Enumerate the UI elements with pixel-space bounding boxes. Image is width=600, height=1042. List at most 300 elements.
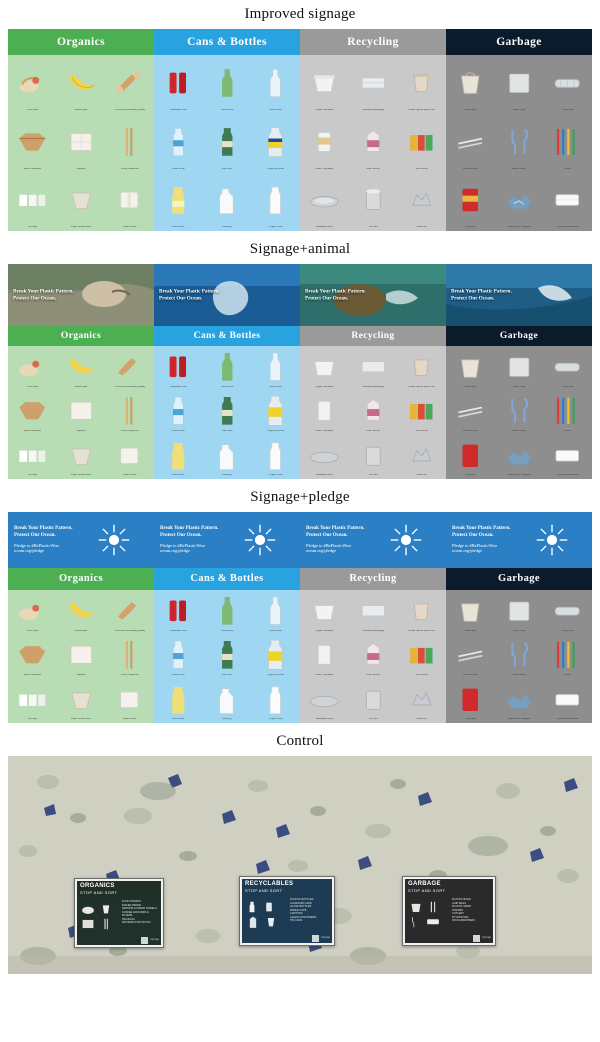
item-label: Tea bags bbox=[27, 718, 37, 721]
item bbox=[543, 634, 592, 678]
glass-bottle-clear-icon bbox=[258, 57, 293, 109]
column-body-recycling bbox=[300, 55, 446, 231]
column-header-recycling: Recycling bbox=[300, 326, 446, 346]
item-label: Plastic bags bbox=[464, 108, 477, 111]
panel-title-control: Control bbox=[276, 733, 324, 749]
plastic-food-wrapper-icon bbox=[502, 437, 537, 475]
item-label: Aluminum trays bbox=[315, 718, 333, 721]
column-cans-bottles[interactable] bbox=[154, 568, 300, 723]
item-label: Chip bags bbox=[465, 718, 476, 721]
item-label: Plastic bags bbox=[464, 385, 477, 388]
city-logo-icon bbox=[312, 935, 319, 942]
item bbox=[105, 55, 154, 114]
item-label: Coffee stirrers bbox=[462, 429, 478, 432]
item bbox=[57, 590, 106, 634]
sign-pictograms bbox=[407, 898, 450, 932]
item bbox=[495, 435, 544, 479]
clamshell-packaging-icon bbox=[356, 592, 391, 630]
column-header-organics: Organics bbox=[8, 29, 154, 55]
item-grid-organics bbox=[8, 590, 154, 723]
column-body-garbage bbox=[446, 55, 592, 231]
item bbox=[543, 679, 592, 723]
column-cans-bottles[interactable] bbox=[154, 29, 300, 231]
item-label: Wood chopsticks bbox=[120, 673, 139, 676]
item-label: Water bottle bbox=[171, 673, 185, 676]
wood-chopsticks-icon bbox=[112, 636, 147, 674]
panel-title-improved: Improved signage bbox=[244, 6, 356, 22]
banner-text: Break Your Plastic Pattern. Protect Our Ocean. bbox=[451, 288, 512, 301]
column-organics[interactable] bbox=[8, 326, 154, 479]
item bbox=[300, 634, 349, 678]
item-label: Aluminum cans bbox=[170, 629, 187, 632]
item bbox=[105, 590, 154, 634]
item bbox=[57, 114, 106, 173]
tea-bags-icon bbox=[15, 174, 50, 226]
food-waste-icon bbox=[79, 902, 97, 916]
column-body-recycling bbox=[300, 590, 446, 723]
sign-header bbox=[405, 879, 493, 896]
milk-carton-icon bbox=[356, 116, 391, 168]
pledge-text: Break Your Plastic Pattern. Protect Our Ocean. Pledge to #BePlasticWise ocean.org/pledge bbox=[14, 525, 73, 554]
juice-bottle-icon bbox=[161, 437, 196, 475]
item-label: Napkins bbox=[76, 673, 86, 676]
tea-bags-icon bbox=[15, 437, 50, 475]
item bbox=[154, 55, 203, 114]
column-header-organics: Organics bbox=[8, 326, 154, 346]
item bbox=[8, 435, 57, 479]
column-recycling[interactable] bbox=[300, 326, 446, 479]
food-waste-bones-icon bbox=[112, 592, 147, 630]
cutlery-icon bbox=[407, 915, 423, 929]
napkin-icon bbox=[64, 116, 99, 168]
column-garbage[interactable] bbox=[446, 326, 592, 479]
column-header-organics: Organics bbox=[8, 568, 154, 590]
item bbox=[349, 390, 398, 434]
column-body-organics bbox=[8, 590, 154, 723]
item-label: Styrofoam containers bbox=[556, 718, 579, 721]
sun-burst-icon bbox=[535, 523, 569, 557]
sign-subtitle: STOP AND SORT bbox=[80, 890, 118, 895]
aluminum-can-icon bbox=[161, 57, 196, 109]
paper-container-icon bbox=[15, 392, 50, 430]
item bbox=[251, 346, 300, 390]
clamshell-packaging-icon bbox=[356, 57, 391, 109]
item bbox=[105, 346, 154, 390]
item bbox=[300, 390, 349, 434]
item bbox=[495, 390, 544, 434]
item-label: Clamshell packaging bbox=[362, 108, 384, 111]
item-label: Chip bags bbox=[465, 226, 476, 229]
item bbox=[203, 55, 252, 114]
sign-body bbox=[242, 896, 332, 934]
column-body-organics bbox=[8, 346, 154, 479]
item-label: Styrofoam containers bbox=[556, 226, 579, 229]
column-cans-bottles[interactable] bbox=[154, 326, 300, 479]
column-organics[interactable] bbox=[8, 29, 154, 231]
pledge-banner-4 bbox=[446, 512, 592, 568]
column-garbage[interactable] bbox=[446, 29, 592, 231]
aluminum-can-icon bbox=[161, 592, 196, 630]
item-label: Paper containers bbox=[23, 167, 41, 170]
food-waste-bones-icon bbox=[112, 57, 147, 109]
item-label: Plastic cutlery bbox=[511, 673, 527, 676]
item bbox=[203, 114, 252, 173]
item bbox=[397, 346, 446, 390]
item-label: Food waste bbox=[26, 108, 39, 111]
yogurt-bottle-icon bbox=[258, 437, 293, 475]
item-grid-recycling bbox=[300, 55, 446, 231]
item-label: Paper coffee filters bbox=[71, 226, 91, 229]
paper-container-icon bbox=[15, 636, 50, 674]
pop-bottle-icon bbox=[210, 636, 245, 674]
item-grid-cans bbox=[154, 55, 300, 231]
large-pop-bottle-icon bbox=[258, 392, 293, 430]
signage-board-animal bbox=[8, 326, 592, 479]
banana-peel-icon bbox=[64, 348, 99, 386]
item bbox=[349, 55, 398, 114]
item-label: Cling wrap bbox=[561, 629, 574, 632]
item bbox=[57, 435, 106, 479]
sign-pictograms bbox=[79, 900, 120, 934]
item-label: Clamshell packaging bbox=[362, 385, 384, 388]
item bbox=[495, 346, 544, 390]
sign-footer bbox=[242, 934, 332, 943]
item bbox=[251, 172, 300, 231]
cling-wrap-icon bbox=[550, 57, 585, 109]
item-label: Napkins bbox=[76, 429, 86, 432]
item bbox=[57, 172, 106, 231]
glass-bottle-green-icon bbox=[210, 348, 245, 386]
straw-icon bbox=[426, 900, 442, 914]
plastic-cutlery-icon bbox=[502, 636, 537, 674]
item-label: Juice boxes bbox=[415, 167, 428, 170]
item bbox=[57, 346, 106, 390]
item bbox=[105, 634, 154, 678]
item bbox=[446, 679, 495, 723]
coffee-stirrer-icon bbox=[453, 636, 488, 674]
item bbox=[203, 435, 252, 479]
item-label: Milk cartons bbox=[366, 429, 380, 432]
item bbox=[105, 390, 154, 434]
item bbox=[8, 390, 57, 434]
sign-pictograms bbox=[244, 898, 288, 932]
item-label: Paper towels bbox=[123, 474, 137, 477]
column-body-recycling bbox=[300, 346, 446, 479]
item-label: Ziploc bags bbox=[512, 108, 526, 111]
pledge-banner-row bbox=[8, 512, 592, 568]
item-grid-cans bbox=[154, 346, 300, 479]
coffee-cup-icon bbox=[98, 902, 114, 916]
item bbox=[8, 55, 57, 114]
column-header-garbage: Garbage bbox=[446, 568, 592, 590]
aluminum-tray-icon bbox=[307, 437, 342, 475]
item bbox=[349, 172, 398, 231]
item bbox=[203, 634, 252, 678]
item-label: Plastic containers bbox=[315, 167, 334, 170]
column-body-garbage bbox=[446, 346, 592, 479]
item bbox=[203, 346, 252, 390]
item bbox=[105, 435, 154, 479]
item bbox=[154, 679, 203, 723]
panel-signage-animal bbox=[0, 235, 600, 479]
item bbox=[300, 55, 349, 114]
item bbox=[154, 590, 203, 634]
item bbox=[397, 55, 446, 114]
item-grid-garbage bbox=[446, 55, 592, 231]
water-bottle-icon bbox=[161, 636, 196, 674]
aluminum-tray-icon bbox=[307, 681, 342, 719]
coffee-cup-icon bbox=[404, 592, 439, 630]
banner-text: Break Your Plastic Pattern. Protect Our Ocean. bbox=[13, 288, 74, 301]
animal-banner-sea-turtle bbox=[300, 264, 446, 326]
food-waste-bones-icon bbox=[112, 348, 147, 386]
banana-peel-icon bbox=[64, 592, 99, 630]
item bbox=[251, 390, 300, 434]
water-bottle-icon bbox=[161, 116, 196, 168]
item bbox=[543, 55, 592, 114]
pop-bottle-icon bbox=[210, 116, 245, 168]
item bbox=[397, 590, 446, 634]
item-grid-garbage bbox=[446, 346, 592, 479]
item bbox=[203, 590, 252, 634]
plastic-bag-icon bbox=[453, 348, 488, 386]
item bbox=[446, 390, 495, 434]
signage-board-improved bbox=[8, 29, 592, 231]
pledge-banner-2 bbox=[154, 512, 300, 568]
paper-towel-icon bbox=[112, 681, 147, 719]
item-label: Straws bbox=[564, 167, 572, 170]
item-label: Ziploc bags bbox=[512, 385, 526, 388]
panel-control bbox=[0, 727, 600, 974]
item-label: Pop bottle bbox=[221, 429, 233, 432]
yogurt-bottle-icon bbox=[258, 681, 293, 719]
item-label: Food waste (including bones) bbox=[114, 629, 146, 632]
yogurt-container-icon bbox=[307, 592, 342, 630]
item-label: Pop bottle bbox=[221, 167, 233, 170]
item-label: Large pop bottle bbox=[267, 429, 285, 432]
item bbox=[397, 390, 446, 434]
clean-foil-icon bbox=[404, 437, 439, 475]
item bbox=[446, 590, 495, 634]
item-label: Tin cans bbox=[368, 718, 378, 721]
column-header-cans: Cans & Bottles bbox=[154, 326, 300, 346]
plastic-container-icon bbox=[307, 392, 342, 430]
paper-towel-icon bbox=[112, 437, 147, 475]
item-label: Plastic food wrappers bbox=[507, 718, 531, 721]
sun-burst-icon bbox=[97, 523, 131, 557]
item bbox=[543, 590, 592, 634]
item-label: Aluminum cans bbox=[170, 385, 187, 388]
pledge-text: Break Your Plastic Pattern. Protect Our Ocean. Pledge to #BePlasticWise ocean.org/pledge bbox=[160, 525, 219, 554]
item-label: Chip bags bbox=[465, 474, 476, 477]
sign-footer bbox=[77, 936, 161, 945]
item-grid-organics bbox=[8, 346, 154, 479]
item-label: Food waste bbox=[26, 385, 39, 388]
item-label: Yogurt bottle bbox=[268, 718, 283, 721]
animal-banner-whale bbox=[446, 264, 592, 326]
item bbox=[349, 435, 398, 479]
sign-accepted-list: PLASTIC BAGS CHIP BAGS PLASTIC WRAP STRAWS CUTLERY STYROFOAM FOOD WRAPPERS bbox=[451, 898, 476, 922]
item-grid-recycling bbox=[300, 346, 446, 479]
item-label: Milk cartons bbox=[366, 167, 380, 170]
ziploc-bag-icon bbox=[502, 57, 537, 109]
item-label: Yogurt containers bbox=[315, 385, 334, 388]
sign-logo-label: city-logo bbox=[482, 936, 491, 940]
item-label: Plastic containers bbox=[315, 673, 334, 676]
item-label: Juice boxes bbox=[415, 429, 428, 432]
column-header-cans: Cans & Bottles bbox=[154, 568, 300, 590]
paper-coffee-filter-icon bbox=[64, 681, 99, 719]
coffee-cup-icon bbox=[404, 57, 439, 109]
item-label: Clean foil bbox=[416, 474, 427, 477]
item-label: Aluminum cans bbox=[170, 108, 187, 111]
item bbox=[105, 172, 154, 231]
styrofoam-container-icon bbox=[550, 437, 585, 475]
panel-signage-pledge bbox=[0, 483, 600, 723]
item-grid-garbage bbox=[446, 590, 592, 723]
item bbox=[495, 679, 544, 723]
item bbox=[57, 679, 106, 723]
item-label: Plastic food wrappers bbox=[507, 226, 531, 229]
plastic-cutlery-icon bbox=[502, 116, 537, 168]
banner-text: Break Your Plastic Pattern. Protect Our Ocean. bbox=[159, 288, 220, 301]
napkin-icon bbox=[79, 917, 97, 931]
tin-can-icon bbox=[356, 437, 391, 475]
item-label: Water bottle bbox=[171, 167, 185, 170]
styrofoam-icon bbox=[424, 915, 442, 929]
carton-icon bbox=[244, 915, 262, 929]
item bbox=[154, 435, 203, 479]
item-label: Milk cartons bbox=[366, 673, 380, 676]
sun-burst-icon bbox=[243, 523, 277, 557]
item bbox=[349, 590, 398, 634]
coffee-cup-icon bbox=[404, 348, 439, 386]
cling-wrap-icon bbox=[550, 348, 585, 386]
aluminum-can-icon bbox=[161, 348, 196, 386]
item-label: Coffee cups & plastic lids bbox=[408, 108, 436, 111]
column-body-cans bbox=[154, 55, 300, 231]
column-header-recycling: Recycling bbox=[300, 29, 446, 55]
waste-sign-recyclables[interactable] bbox=[239, 876, 335, 946]
juice-box-icon bbox=[404, 392, 439, 430]
item bbox=[446, 172, 495, 231]
sign-logo-label: city-logo bbox=[150, 938, 159, 942]
animal-banner-row bbox=[8, 264, 592, 326]
panel-improved-signage bbox=[0, 0, 600, 231]
item bbox=[446, 435, 495, 479]
plastic-bag-icon bbox=[407, 900, 425, 914]
item-label: Tea bags bbox=[27, 474, 37, 477]
item bbox=[300, 679, 349, 723]
item-label: Paper coffee filters bbox=[71, 474, 91, 477]
paper-coffee-filter-icon bbox=[64, 437, 99, 475]
item-label: Banana peel bbox=[74, 385, 88, 388]
styrofoam-container-icon bbox=[550, 174, 585, 226]
item bbox=[57, 634, 106, 678]
item bbox=[446, 346, 495, 390]
pledge-text: Break Your Plastic Pattern. Protect Our Ocean. Pledge to #BePlasticWise ocean.org/pledge bbox=[452, 525, 511, 554]
sign-subtitle: STOP AND SORT bbox=[408, 888, 446, 893]
chip-bag-icon bbox=[453, 681, 488, 719]
item bbox=[300, 435, 349, 479]
item bbox=[154, 346, 203, 390]
napkin-icon bbox=[64, 392, 99, 430]
item bbox=[203, 390, 252, 434]
banana-peel-icon bbox=[64, 57, 99, 109]
item-label: Milk jug bbox=[222, 718, 232, 721]
item bbox=[105, 679, 154, 723]
item bbox=[8, 679, 57, 723]
milk-jug-icon bbox=[210, 437, 245, 475]
column-header-garbage: Garbage bbox=[446, 326, 592, 346]
juice-box-icon bbox=[404, 116, 439, 168]
item bbox=[8, 346, 57, 390]
plastic-container-icon bbox=[307, 116, 342, 168]
item-label: Paper containers bbox=[23, 429, 41, 432]
milk-jug-icon bbox=[210, 681, 245, 719]
plastic-bag-icon bbox=[453, 592, 488, 630]
column-header-cans: Cans & Bottles bbox=[154, 29, 300, 55]
item-label: Plastic containers bbox=[315, 429, 334, 432]
item-label: Yogurt containers bbox=[315, 629, 334, 632]
animal-banner-plastic-bag bbox=[154, 264, 300, 326]
large-pop-bottle-icon bbox=[258, 116, 293, 168]
column-recycling[interactable] bbox=[300, 568, 446, 723]
column-body-garbage bbox=[446, 590, 592, 723]
item-label: Coffee stirrers bbox=[462, 167, 478, 170]
column-recycling[interactable] bbox=[300, 29, 446, 231]
column-body-cans bbox=[154, 346, 300, 479]
item bbox=[251, 114, 300, 173]
ziploc-bag-icon bbox=[502, 592, 537, 630]
item-label: Milk jug bbox=[222, 226, 232, 229]
sign-accepted-list: FOOD SCRAPS SOILED PAPER NAPKINS & PAPER TOWELS COFFEE GROUNDS & FILTERS TEA BAGS WOODEN STIR STICKS bbox=[121, 900, 157, 924]
pop-bottle-icon bbox=[210, 392, 245, 430]
city-logo-icon bbox=[473, 935, 480, 942]
item-label: Plastic cutlery bbox=[511, 167, 527, 170]
item-label: Cling wrap bbox=[561, 108, 574, 111]
column-organics[interactable] bbox=[8, 568, 154, 723]
sign-accepted-list: PLASTIC BOTTLES ALUMINUM CANS GLASS BOTTLES PAPER CUPS CARTONS CLEAN CONTAINERS TIN CANS bbox=[290, 898, 317, 922]
city-logo-icon bbox=[141, 937, 148, 944]
plastic-cutlery-icon bbox=[502, 392, 537, 430]
sign-body bbox=[405, 896, 493, 934]
item-label: Glass bottle bbox=[220, 629, 234, 632]
plastic-bag-icon bbox=[453, 57, 488, 109]
panel-title-pledge: Signage+pledge bbox=[250, 489, 350, 505]
straws-icon bbox=[550, 392, 585, 430]
item-label: Water bottle bbox=[171, 429, 185, 432]
coffee-stirrer-icon bbox=[453, 392, 488, 430]
waste-sign-organics[interactable] bbox=[74, 878, 164, 948]
sign-title: GARBAGE bbox=[408, 881, 441, 887]
column-garbage[interactable] bbox=[446, 568, 592, 723]
item-label: Banana peel bbox=[74, 629, 88, 632]
food-waste-icon bbox=[15, 592, 50, 630]
waste-sign-garbage[interactable] bbox=[402, 876, 496, 946]
item-label: Paper towels bbox=[123, 718, 137, 721]
item bbox=[8, 634, 57, 678]
item-label: Cling wrap bbox=[561, 385, 574, 388]
item-label: Coffee cups & plastic lids bbox=[408, 385, 436, 388]
sign-header bbox=[77, 881, 161, 898]
item-label: Glass bottle bbox=[269, 629, 282, 632]
item-label: Juice boxes bbox=[415, 673, 428, 676]
glass-bottle-clear-icon bbox=[258, 348, 293, 386]
bottle-icon bbox=[244, 900, 260, 914]
item-label: Wood chopsticks bbox=[120, 167, 139, 170]
item-label: Plastic bags bbox=[464, 629, 477, 632]
